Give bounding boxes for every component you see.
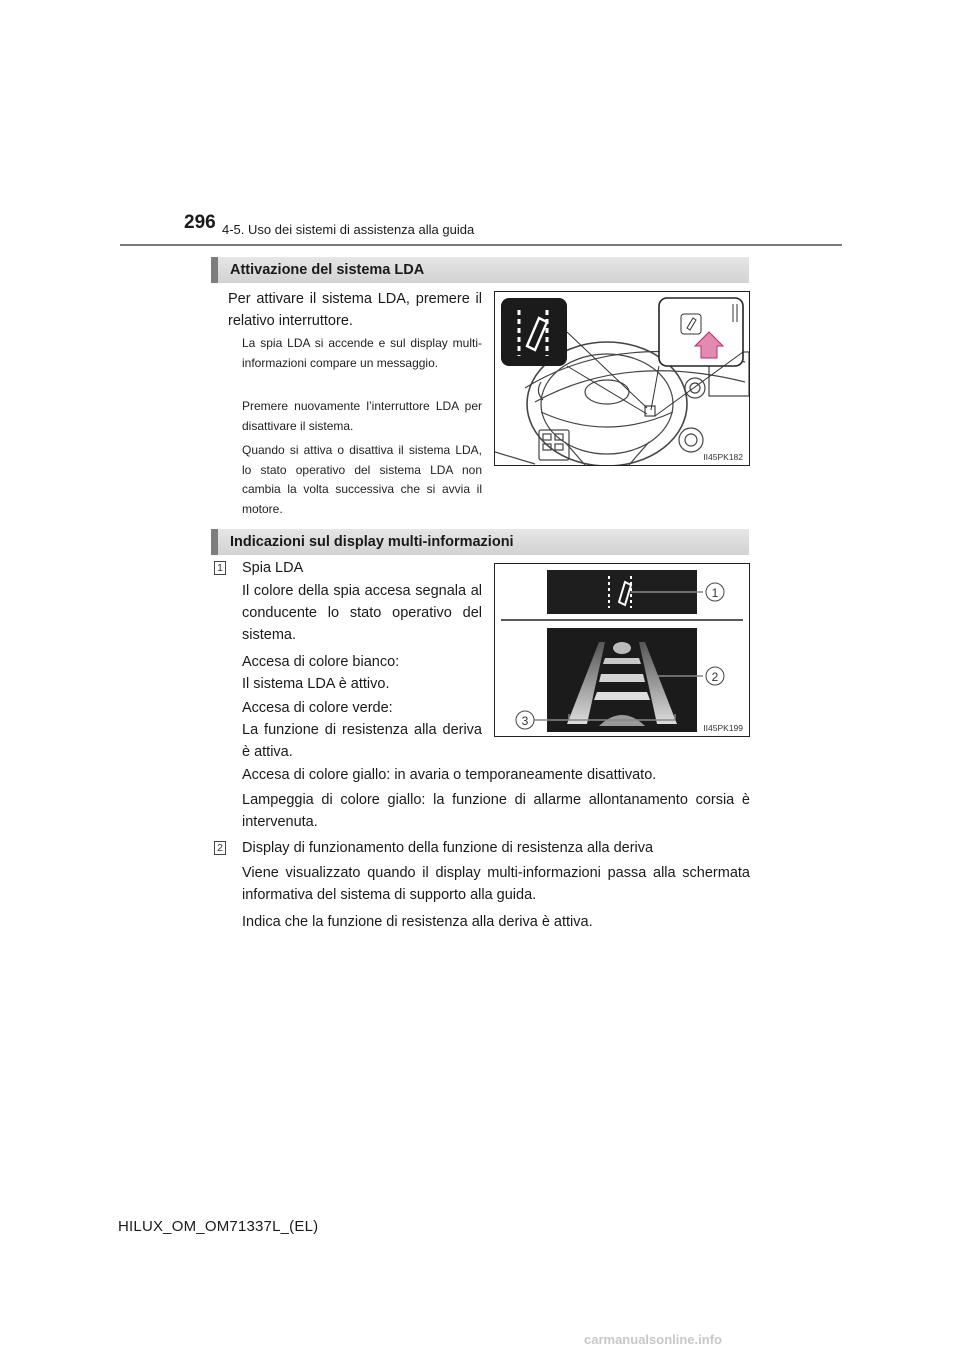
- white-label: Accesa di colore bianco:: [242, 654, 400, 670]
- activation-note-1: La spia LDA si accende e sul display multi-informazioni compare un messaggio.: [242, 336, 482, 370]
- figure-code: II45PK182: [703, 452, 743, 462]
- item1-description: Il colore della spia accesa segnala al conducente lo stato operativo del sistema.: [242, 583, 482, 643]
- yellow-blink-text: Lampeggia di colore giallo: la funzione di allarme allontanamento corsia è intervenuta.: [242, 792, 750, 830]
- green-label: Accesa di colore verde:: [242, 700, 393, 716]
- item-number-1: 1: [214, 561, 226, 575]
- item-number-2: 2: [214, 841, 226, 855]
- yellow-on-text: Accesa di colore giallo: in avaria o temporaneamente disattivato.: [242, 767, 657, 783]
- item2-title: Display di funzionamento della funzione di resistenza alla deriva: [242, 840, 654, 856]
- figure-callout-1: 1: [711, 586, 719, 600]
- dashboard-illustration: [495, 292, 749, 465]
- section-title-display: Indicazioni sul display multi-informazioni: [211, 529, 749, 555]
- multi-info-display-illustration: [495, 564, 749, 736]
- dashboard-figure: [494, 291, 750, 466]
- multi-info-display-figure: [494, 563, 750, 737]
- activation-intro: Per attivare il sistema LDA, premere il relativo interruttore.: [228, 291, 482, 329]
- green-text: La funzione di resistenza alla deriva è attiva.: [242, 722, 482, 760]
- item2-description-2: Indica che la funzione di resistenza alla deriva è attiva.: [242, 914, 593, 930]
- item1-title: Spia LDA: [242, 560, 304, 576]
- activation-note-2: Premere nuovamente l’interruttore LDA per disattivare il sistema.: [242, 399, 482, 433]
- figure-callout-2: 2: [711, 670, 719, 684]
- figure-callout-3: 3: [521, 714, 529, 728]
- document-code: HILUX_OM_OM71337L_(EL): [118, 1218, 319, 1235]
- item2-description-1: Viene visualizzato quando il display multi-informazioni passa alla schermata informativa del sistema di supporto alla guida.: [242, 865, 750, 903]
- activation-note-3: Quando si attiva o disattiva il sistema LDA, lo stato operativo del sistema LDA non cambia la volta successiva che si avvia il motore.: [242, 443, 482, 516]
- watermark: carmanualsonline.info: [584, 1332, 722, 1347]
- header-rule: [120, 244, 842, 246]
- white-text: Il sistema LDA è attivo.: [242, 676, 390, 692]
- section-reference: 4-5. Uso dei sistemi di assistenza alla guida: [222, 222, 475, 237]
- figure-code: II45PK199: [703, 723, 743, 733]
- page-number: 296: [184, 212, 216, 233]
- section-title-activation: Attivazione del sistema LDA: [211, 257, 749, 283]
